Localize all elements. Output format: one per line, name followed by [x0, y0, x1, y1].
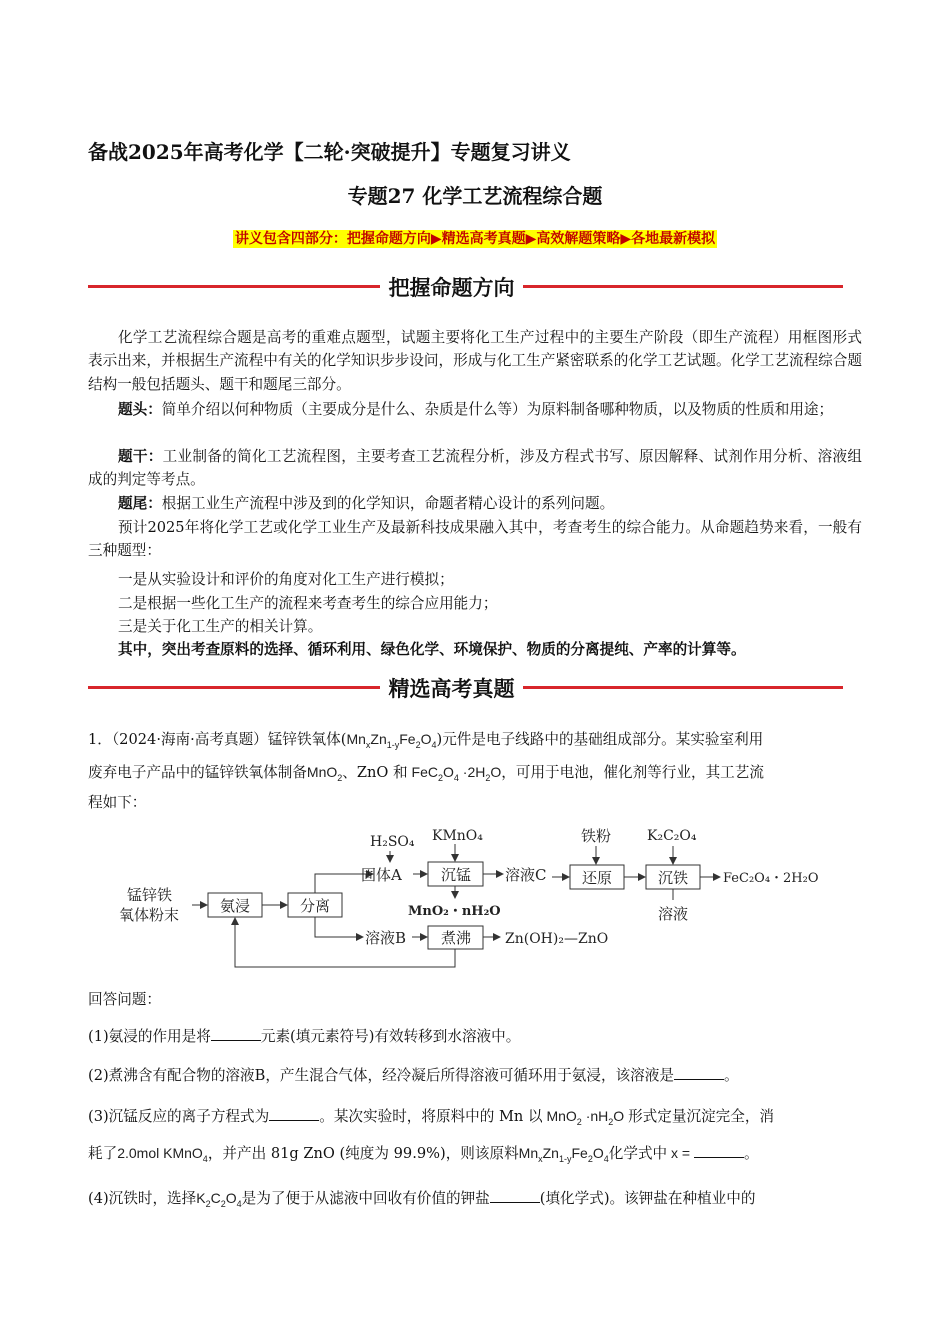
- type-3: 三是关于化工生产的相关计算。: [118, 618, 323, 635]
- question-text: 化学式中: [608, 1145, 668, 1162]
- label-ammonia-leach: 氨浸: [220, 897, 251, 915]
- banner-rule-right: [523, 285, 843, 288]
- question-text: 。: [744, 1145, 759, 1162]
- sub-question-3-line-2: [88, 1138, 862, 1174]
- question-text: (3)沉锰反应的离子方程式为: [88, 1108, 270, 1125]
- body-label: 题干：: [118, 448, 163, 465]
- question-source: （2024·海南·高考真题）锰锌铁氧体(: [111, 731, 347, 748]
- document-title: 备战2025年高考化学【二轮·突破提升】专题复习讲义: [88, 140, 571, 164]
- head-paragraph: [88, 398, 862, 421]
- label-raw-material: 锰锌铁: [127, 886, 173, 904]
- question-text: (4)沉铁时，选择: [88, 1190, 197, 1207]
- section-heading: 把握命题方向: [388, 276, 515, 300]
- banner-rule-left: [88, 285, 380, 288]
- tail-text: 根据工业生产流程中涉及到的化学知识，命题者精心设计的系列问题。: [161, 495, 615, 512]
- label-product: FeC₂O₄・2H₂O: [723, 871, 819, 886]
- answer-prompt: 回答问题：: [88, 991, 161, 1008]
- arrow-recycle: [235, 918, 455, 967]
- question-text: 耗了: [88, 1145, 118, 1162]
- label-separation: 分离: [300, 897, 331, 915]
- label-mno2: MnO₂・nH₂O: [408, 904, 501, 919]
- question-1-line-1: [88, 724, 862, 760]
- sub-question-1: [88, 1022, 862, 1052]
- section-banner-exams: [88, 673, 843, 701]
- outline-text: 讲义包含四部分：把握命题方向▶精选高考真题▶高效解题策略▶各地最新模拟: [234, 231, 716, 247]
- label-fe-precipitation: 沉铁: [658, 869, 689, 887]
- question-text: (1)氨浸的作用是将: [88, 1028, 211, 1045]
- head-text: 简单介绍以何种物质（主要成分是什么、杂质是什么等）为原料制备哪种物质，以及物质的性质和用途；: [161, 401, 834, 418]
- question-text: ，可用于电池，催化剂等行业，其工艺流: [501, 764, 764, 781]
- formula-x: x =: [667, 1145, 694, 1161]
- label-h2so4: H₂SO₄: [370, 834, 415, 850]
- label-zinc-product: Zn(OH)₂—ZnO: [505, 931, 609, 947]
- intro-paragraph: 化学工艺流程综合题是高考的重难点题型，试题主要将化工生产过程中的主要生产阶段（即生产流程）用框图形式表示出来，并根据生产流程中有关的化学知识步步设问，形成与化工生产紧密联系的化学工艺试题。化学工艺流程综合题结构一般包括题头、题干和题尾三部分。: [88, 329, 862, 393]
- label-solid-a: 固体A: [361, 866, 402, 884]
- label-boiling: 煮沸: [441, 929, 472, 947]
- formula-mno2: MnO$_2$: [306, 764, 343, 783]
- formula-mno2-hydrate: $MnO_2 \cdot nH_2O$: [542, 1108, 629, 1127]
- head-label: 题头：: [118, 401, 162, 418]
- sub-question-3-line-1: [88, 1101, 862, 1137]
- type-1: 一是从实验设计和评价的角度对化工生产进行模拟；: [118, 571, 454, 588]
- banner-rule-left: [88, 686, 380, 689]
- formula-fec2o4: $FeC_2O_4 \cdot 2H_2O$: [407, 764, 502, 783]
- formula-ferrite: $Mn_xZn_{1-y}Fe_2O_4$: [346, 731, 437, 750]
- question-number: 1．: [88, 731, 112, 748]
- sub-question-2: [88, 1061, 862, 1091]
- question-text: )元件是电子线路中的基础组成部分。某实验室利用: [436, 731, 764, 748]
- label-reduction: 还原: [582, 869, 613, 887]
- tail-label: 题尾：: [118, 495, 162, 512]
- question-text: (2)煮沸含有配合物的溶液B，产生混合气体，经冷凝后所得溶液可循环用于氨浸，该溶液是: [88, 1067, 674, 1084]
- formula-k2c2o4: $K_2C_2O_4$: [196, 1190, 242, 1209]
- answer-blank[interactable]: [694, 1143, 744, 1158]
- label-raw-material: 氧体粉末: [119, 906, 180, 924]
- label-kmno4: KMnO₄: [432, 828, 483, 844]
- section-banner-direction: [88, 272, 843, 300]
- label-solution-b: 溶液B: [365, 929, 407, 947]
- arrow-to-solution-b: [315, 917, 363, 937]
- answer-blank[interactable]: [211, 1026, 261, 1041]
- question-text: 是为了便于从滤液中回收有价值的钾盐: [241, 1190, 490, 1207]
- banner-rule-right: [523, 686, 843, 689]
- question-text: 形式定量沉淀完全，消: [628, 1108, 775, 1125]
- body-paragraph: [88, 445, 862, 492]
- sub-question-4: [88, 1183, 862, 1219]
- label-k2c2o4: K₂C₂O₄: [647, 828, 697, 844]
- body-text: 工业制备的简化工艺流程图，主要考查工艺流程分析，涉及方程式书写、原因解释、试剂作用分析、溶液组成的判定等考点。: [88, 448, 862, 489]
- question-text: (填化学式)。该钾盐在种植业中的: [539, 1190, 756, 1207]
- label-iron-powder: 铁粉: [581, 827, 612, 845]
- label-mn-precipitation: 沉锰: [441, 866, 472, 884]
- answer-blank[interactable]: [674, 1065, 724, 1080]
- question-text: 。: [723, 1067, 739, 1084]
- question-text: ，并产出 81g ZnO (纯度为 99.9%)，则该原料: [207, 1145, 519, 1162]
- formula-kmno4-amount: 2.0mol KMnO$_4$: [117, 1145, 208, 1164]
- forecast-paragraph: 预计2025年将化学工艺或化学工业生产及最新科技成果融入其中，考查考生的综合能力。从命题趋势来看，一般有三种题型：: [88, 519, 862, 560]
- tail-paragraph: [88, 492, 862, 515]
- question-1-line-3: 程如下：: [88, 794, 147, 811]
- process-flow-diagram: [115, 822, 835, 972]
- outline-banner: [0, 228, 950, 248]
- type-2: 二是根据一些化工生产的流程来考查考生的综合应用能力；: [118, 595, 498, 612]
- emphasis-paragraph: 其中，突出考查原料的选择、循环利用、绿色化学、环境保护、物质的分离提纯、产率的计算等。: [118, 641, 746, 658]
- question-text: 、ZnO 和: [342, 764, 408, 781]
- label-solution-c: 溶液C: [505, 866, 547, 884]
- question-text: 废弃电子产品中的锰锌铁氧体制备: [88, 764, 307, 781]
- formula-ferrite: $Mn_xZn_{1-y}Fe_2O_4$: [518, 1145, 609, 1164]
- section-heading: 精选高考真题: [388, 677, 515, 701]
- question-text: 。某次实验时，将原料中的 Mn 以: [319, 1108, 543, 1125]
- question-text: 元素(填元素符号)有效转移到水溶液中。: [260, 1028, 521, 1045]
- label-filtrate: 溶液: [658, 905, 689, 923]
- topic-title: 专题27 化学工艺流程综合题: [347, 184, 603, 208]
- answer-blank[interactable]: [269, 1106, 319, 1121]
- answer-blank[interactable]: [490, 1188, 540, 1203]
